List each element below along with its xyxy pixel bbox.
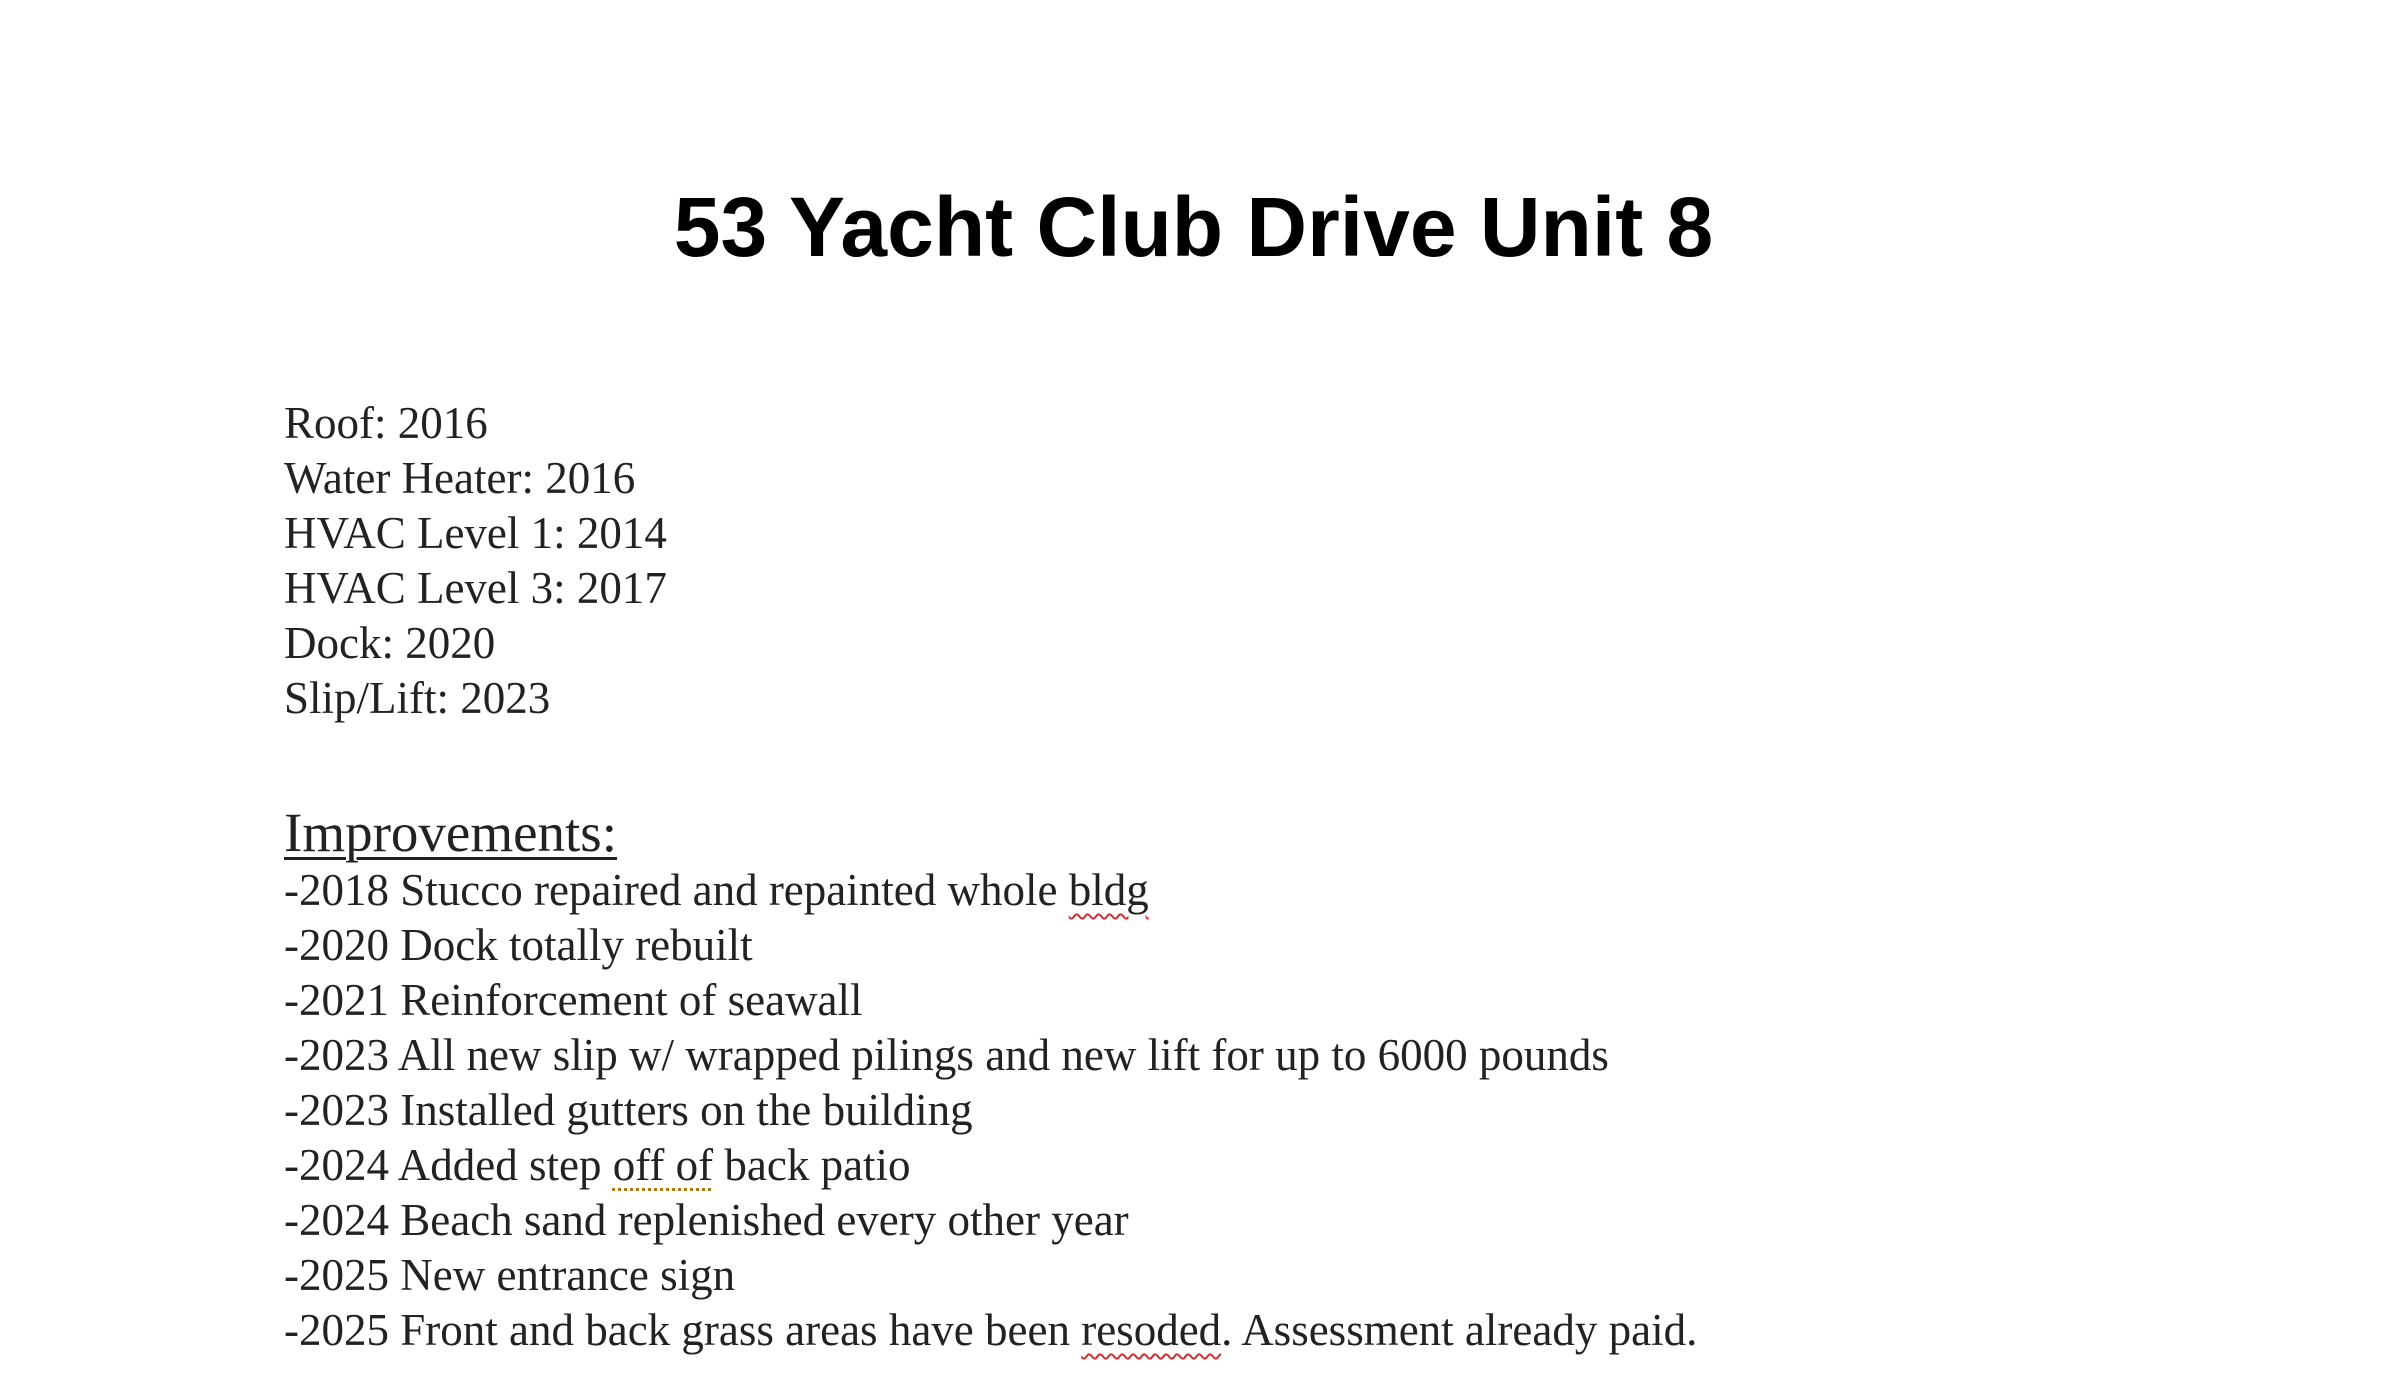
improvement-text: -2023 All new slip w/ wrapped pilings and new lift for up to 6000 pounds [284, 1030, 1609, 1080]
improvement-item [284, 1303, 1697, 1358]
improvement-text: -2024 Beach sand replenished every other year [284, 1195, 1129, 1245]
improvement-text-tail: back patio [713, 1140, 911, 1190]
improvement-text: -2020 Dock totally rebuilt [284, 920, 753, 970]
improvement-item [284, 918, 1697, 973]
improvement-item [284, 1138, 1697, 1193]
improvement-text: -2024 Added step [284, 1140, 613, 1190]
improvement-text: -2021 Reinforcement of seawall [284, 975, 863, 1025]
improvement-text: -2018 Stucco repaired and repainted whole [284, 865, 1069, 915]
improvement-text-tail: . Assessment already paid. [1221, 1305, 1698, 1355]
spelling-flagged-word[interactable]: bldg [1068, 865, 1149, 915]
document-title: 53 Yacht Club Drive Unit 8 [673, 180, 1714, 274]
spec-slip-lift: Slip/Lift: 2023 [284, 673, 551, 723]
improvement-text: -2025 New entrance sign [284, 1250, 736, 1300]
improvement-item [284, 973, 1697, 1028]
spec-water-heater: Water Heater: 2016 [284, 453, 636, 503]
spec-hvac-level-1: HVAC Level 1: 2014 [284, 508, 667, 558]
improvement-item [284, 1193, 1697, 1248]
spelling-flagged-word[interactable]: resoded [1081, 1305, 1222, 1355]
improvement-item [284, 1083, 1697, 1138]
spec-hvac-level-3: HVAC Level 3: 2017 [284, 563, 667, 613]
improvement-text: -2025 Front and back grass areas have been [284, 1305, 1082, 1355]
system-ages-list [284, 396, 667, 726]
improvement-text: -2023 Installed gutters on the building [284, 1085, 973, 1135]
improvements-list [284, 863, 1697, 1358]
improvements-heading: Improvements: [284, 802, 617, 863]
improvement-item [284, 1248, 1697, 1303]
spec-dock: Dock: 2020 [284, 618, 496, 668]
grammar-flagged-phrase[interactable]: off of [612, 1140, 714, 1190]
improvement-item [284, 1028, 1697, 1083]
spec-roof: Roof: 2016 [284, 398, 488, 448]
improvement-item [284, 863, 1697, 918]
